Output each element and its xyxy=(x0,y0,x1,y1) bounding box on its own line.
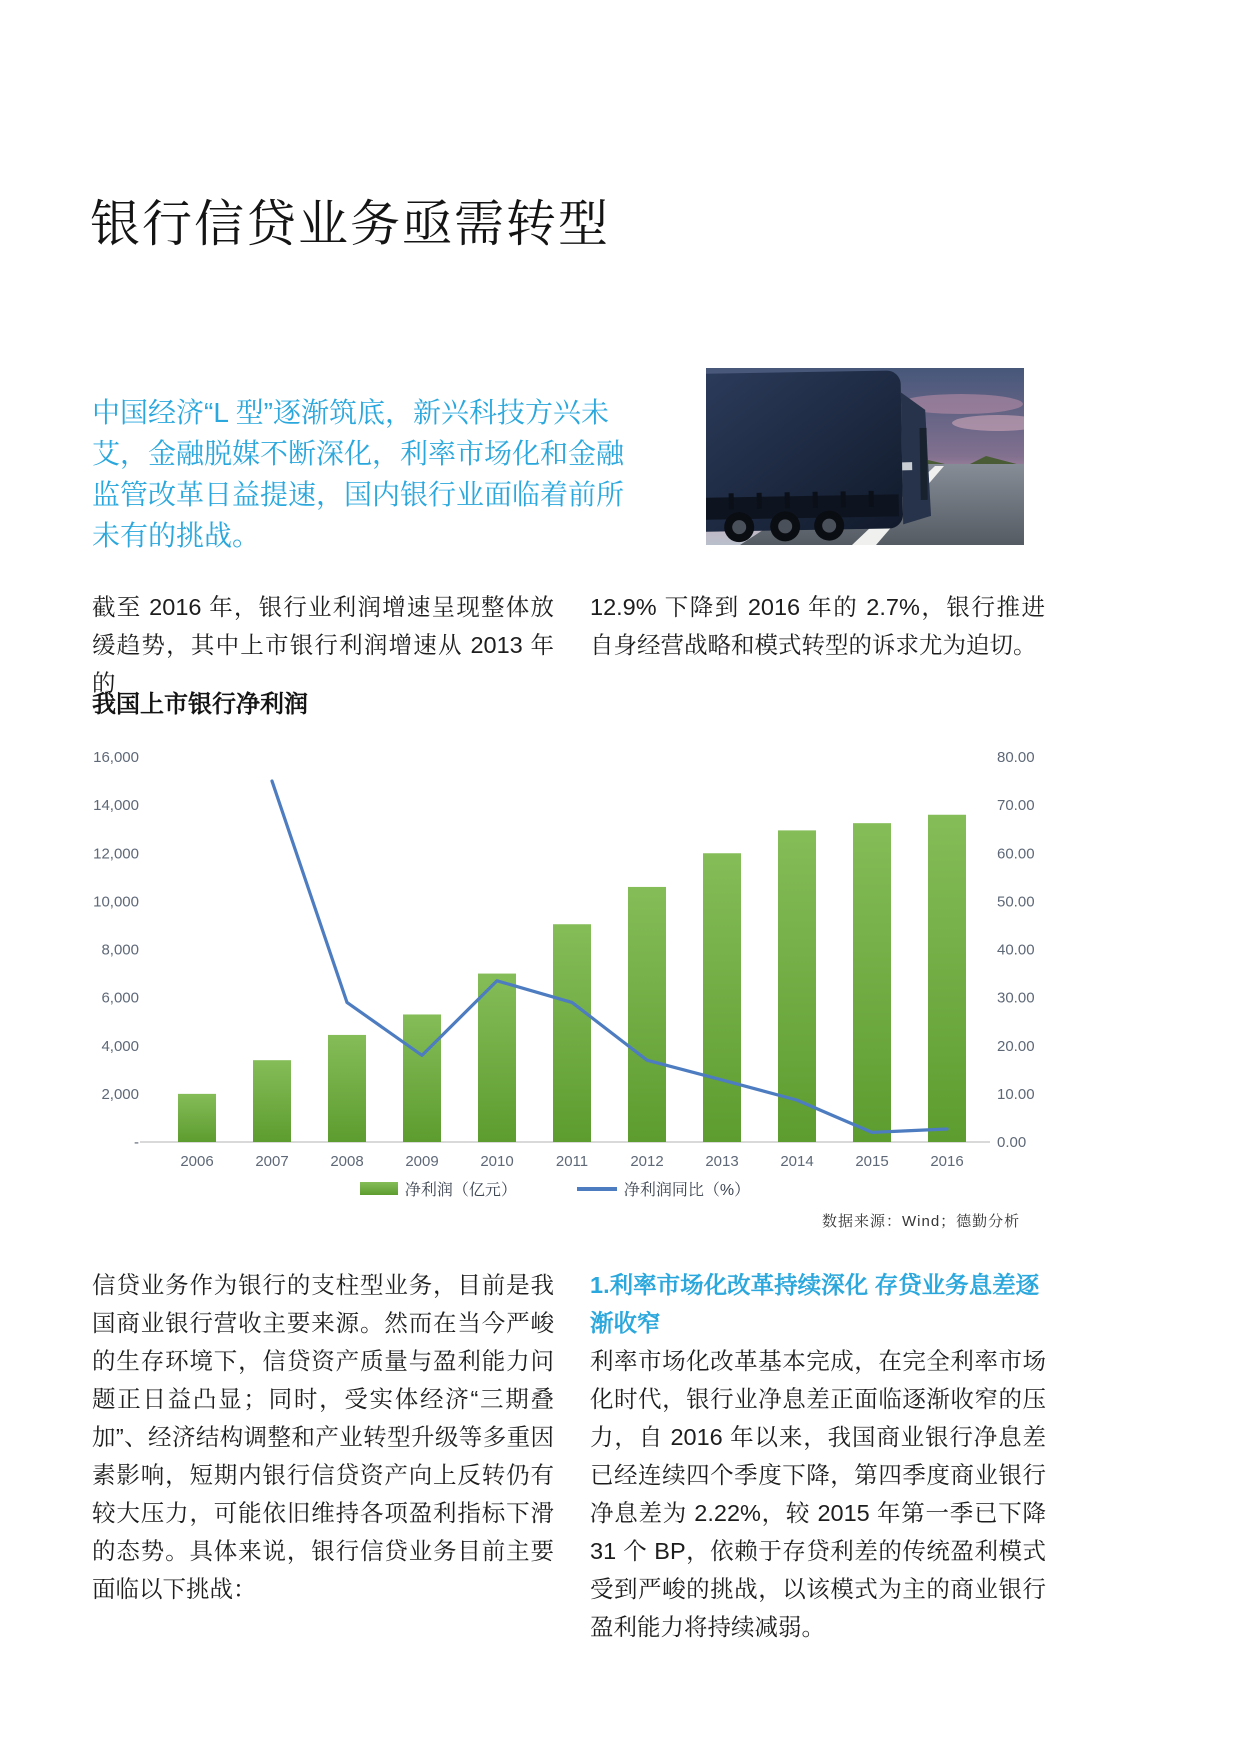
svg-text:2007: 2007 xyxy=(255,1153,289,1170)
svg-text:4,000: 4,000 xyxy=(101,1037,139,1055)
svg-text:2,000: 2,000 xyxy=(101,1085,139,1103)
svg-text:-: - xyxy=(134,1134,139,1151)
svg-text:2015: 2015 xyxy=(855,1153,889,1170)
svg-text:2014: 2014 xyxy=(780,1153,814,1170)
legend-bar-label: 净利润（亿元） xyxy=(404,1182,517,1199)
truck-road-image xyxy=(706,368,1024,545)
paragraph-bottom-left: 信贷业务作为银行的支柱型业务，目前是我国商业银行营收主要来源。然而在当今严峻的生存环境下，信贷资产质量与盈利能力问题正日益凸显；同时，受实体经济“三期叠加”、经济结构调整和产业转型升级等多重因素影响，短期内银行信贷资产向上反转仍有较大压力，可能依旧维持各项盈利指标下滑的态势。具体来说，银行信贷业务目前主要面临以下挑战： xyxy=(92,1272,554,1602)
svg-text:14,000: 14,000 xyxy=(93,797,139,815)
svg-text:12,000: 12,000 xyxy=(93,845,139,863)
net-profit-combo-chart xyxy=(75,745,1035,1177)
svg-text:30.00: 30.00 xyxy=(997,989,1035,1007)
svg-text:10.00: 10.00 xyxy=(997,1085,1035,1103)
chart-title: 我国上市银行净利润 xyxy=(92,691,308,718)
svg-text:2006: 2006 xyxy=(180,1153,214,1170)
svg-text:50.00: 50.00 xyxy=(997,893,1035,911)
svg-text:0.00: 0.00 xyxy=(997,1134,1027,1151)
truck-road-illustration xyxy=(706,368,1024,545)
intro-paragraph: 中国经济“L 型”逐渐筑底，新兴科技方兴未艾，金融脱媒不断深化，利率市场化和金融监管改革日益提速，国内银行业面临着前所未有的挑战。 xyxy=(92,397,625,551)
svg-text:2011: 2011 xyxy=(555,1153,589,1170)
svg-text:2012: 2012 xyxy=(630,1153,664,1170)
svg-text:60.00: 60.00 xyxy=(997,845,1035,863)
svg-text:2013: 2013 xyxy=(705,1153,739,1170)
legend-line-label: 净利润同比（%） xyxy=(623,1182,751,1199)
svg-text:70.00: 70.00 xyxy=(997,797,1035,815)
page-title: 银行信贷业务亟需转型 xyxy=(90,196,610,252)
svg-text:80.00: 80.00 xyxy=(997,749,1035,766)
svg-text:2016: 2016 xyxy=(930,1153,964,1170)
svg-text:6,000: 6,000 xyxy=(101,989,139,1007)
svg-text:10,000: 10,000 xyxy=(93,893,139,911)
svg-text:20.00: 20.00 xyxy=(997,1037,1035,1055)
paragraph-top-right: 12.9% 下降到 2016 年的 2.7%，银行推进自身经营战略和模式转型的诉求尤为迫切。 xyxy=(590,594,1045,658)
svg-text:40.00: 40.00 xyxy=(997,941,1035,959)
chart-legend xyxy=(75,1177,1035,1200)
svg-text:8,000: 8,000 xyxy=(101,941,139,959)
legend-bar-swatch xyxy=(360,1182,398,1195)
legend-line-swatch xyxy=(577,1187,617,1191)
svg-text:2009: 2009 xyxy=(405,1153,439,1170)
section-heading: 1.利率市场化改革持续深化 存贷业务息差逐渐收窄 xyxy=(590,1272,1040,1336)
svg-text:2010: 2010 xyxy=(480,1153,514,1170)
paragraph-top-left: 截至 2016 年，银行业利润增速呈现整体放缓趋势，其中上市银行利润增速从 2013 年的 xyxy=(92,594,554,696)
section-body: 利率市场化改革基本完成，在完全利率市场化时代，银行业净息差正面临逐渐收窄的压力，自 2016 年以来，我国商业银行净息差已经连续四个季度下降，第四季度商业银行净息差为 2.22%，较 2015 年第一季已下降 31 个 BP，依赖于存贷利差的传统盈利模式受到严峻的挑战，以该模式为主的商业银行盈利能力将持续减弱。 xyxy=(590,1348,1046,1640)
legend-item-yoy xyxy=(577,1177,750,1200)
data-source-note: 数据来源：Wind；德勤分析 xyxy=(822,1213,1021,1230)
legend-item-net-profit xyxy=(360,1177,517,1200)
svg-text:2008: 2008 xyxy=(330,1153,364,1170)
svg-text:16,000: 16,000 xyxy=(93,749,139,766)
section-interest-rate xyxy=(590,1266,1046,1646)
truck xyxy=(706,370,931,543)
